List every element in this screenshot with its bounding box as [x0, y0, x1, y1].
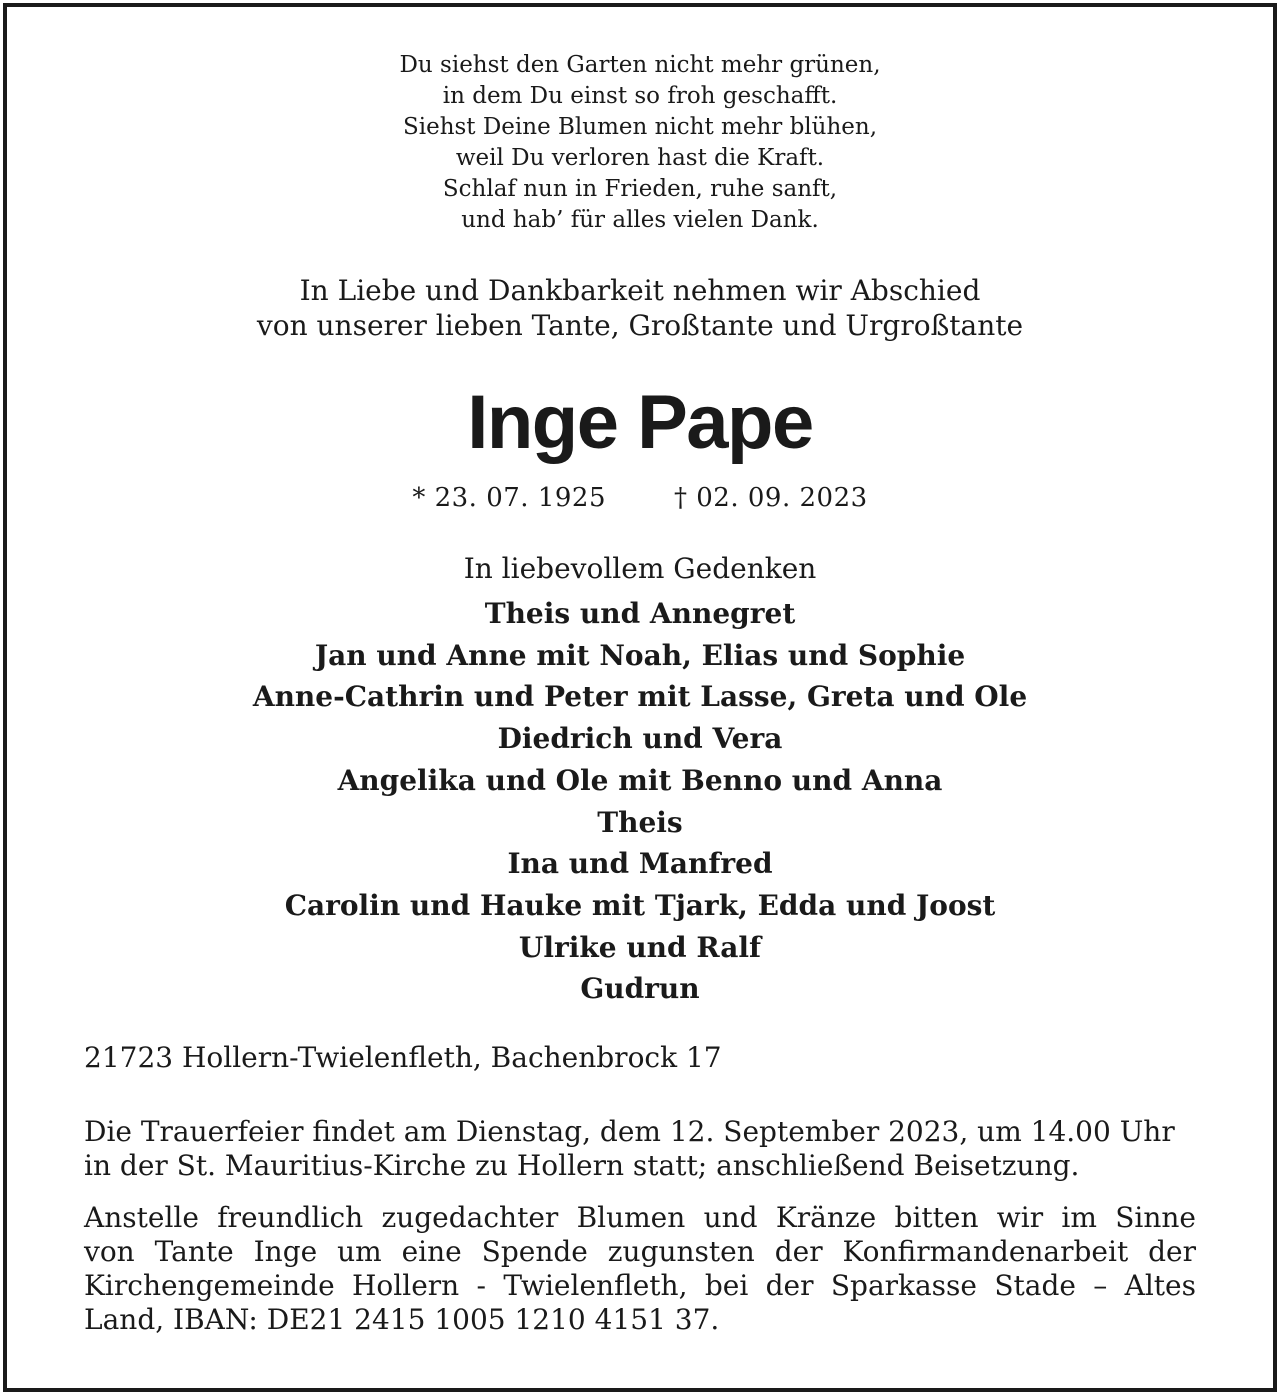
- donation-line: Kirchengemeinde Hollern - Twielenfleth, bei der Sparkasse Stade – Altes: [84, 1269, 1196, 1302]
- poem-line: und hab’ für alles vielen Dank.: [461, 207, 819, 233]
- donation-line: Land, IBAN: DE21 2415 1005 1210 4151 37.: [84, 1303, 720, 1336]
- mourner-entry: Jan und Anne mit Noah, Elias und Sophie: [314, 638, 966, 672]
- funeral-ceremony-info: [84, 1115, 1196, 1183]
- intro-line: von unserer lieben Tante, Großtante und Urgroßtante: [256, 309, 1024, 342]
- ceremony-line: in der St. Mauritius-Kirche zu Hollern statt; anschließend Beisetzung.: [84, 1149, 1080, 1182]
- mourner-entry: Gudrun: [580, 972, 700, 1006]
- mourner-entry: Theis und Annegret: [484, 597, 796, 630]
- mourner-entry: Diedrich und Vera: [497, 722, 783, 756]
- family-address: 21723 Hollern-Twielenfleth, Bachenbrock 17: [84, 1041, 722, 1074]
- poem-line: Siehst Deine Blumen nicht mehr blühen,: [402, 114, 878, 140]
- ceremony-line: Die Trauerfeier findet am Dienstag, dem 12. September 2023, um 14.00 Uhr: [84, 1115, 1175, 1148]
- mourner-entry: Ulrike und Ralf: [518, 930, 762, 964]
- donation-request: [84, 1201, 1196, 1337]
- birth-date: * 23. 07. 1925: [412, 483, 606, 513]
- poem-line: Du siehst den Garten nicht mehr grünen,: [399, 52, 881, 78]
- poem-line: in dem Du einst so froh geschafft.: [442, 83, 838, 109]
- life-dates: [0, 480, 1280, 516]
- donation-line: Anstelle freundlich zugedachter Blumen und Kränze bitten wir im Sinne: [84, 1201, 1196, 1234]
- mourner-entry: Ina und Manfred: [507, 847, 773, 881]
- farewell-intro: [0, 273, 1280, 343]
- memory-line: In liebevollem Gedenken: [463, 552, 817, 585]
- mourner-entry: Anne-Cathrin und Peter mit Lasse, Greta und Ole: [252, 680, 1028, 714]
- mourner-entry: Angelika und Ole mit Benno und Anna: [337, 763, 943, 797]
- donation-line: von Tante Inge um eine Spende zugunsten der Konfirmandenarbeit der: [84, 1235, 1196, 1268]
- poem-line: Schlaf nun in Frieden, ruhe sanft,: [442, 176, 838, 202]
- poem-line: weil Du verloren hast die Kraft.: [455, 145, 825, 171]
- mourners-list: [0, 593, 1280, 1010]
- death-date: † 02. 09. 2023: [674, 483, 868, 513]
- deceased-name: Inge Pape: [467, 380, 813, 465]
- mourner-entry: Theis: [597, 805, 683, 839]
- poem-verse: [0, 50, 1280, 236]
- mourner-entry: Carolin und Hauke mit Tjark, Edda und Joost: [284, 888, 996, 922]
- intro-line: In Liebe und Dankbarkeit nehmen wir Abschied: [299, 274, 981, 307]
